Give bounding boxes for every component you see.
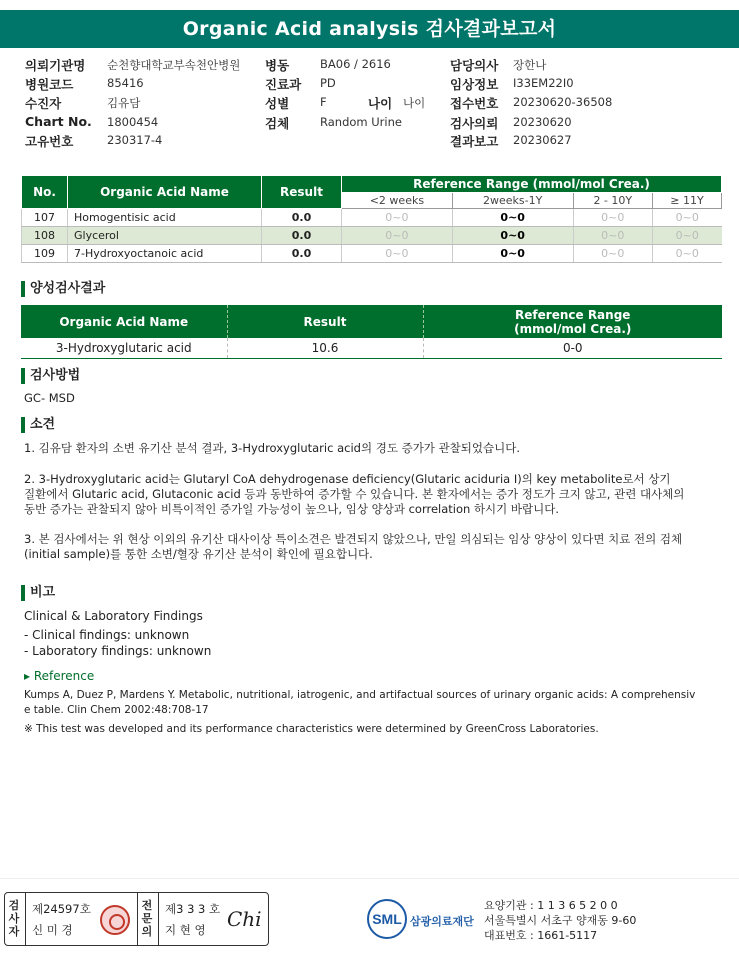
table-row xyxy=(21,338,722,358)
col-range-header: Reference Range (mmol/mol Crea.) xyxy=(342,176,722,193)
col-no-header: No. xyxy=(22,176,68,209)
row-result: 0.0 xyxy=(262,245,342,263)
info-label: 임상정보 xyxy=(450,77,499,92)
opinion-line: 1. 김유담 환자의 소변 유기산 분석 결과, 3-Hydroxyglutaric acid의 경도 증가가 관찰되었습니다. xyxy=(24,441,520,455)
info-value: 85416 xyxy=(107,76,144,90)
range-subheader: ≥ 11Y xyxy=(653,193,722,209)
tester-label-text: 검사자 xyxy=(8,899,20,938)
row-range: 0~0 xyxy=(342,245,453,263)
positive-result-header: Result xyxy=(227,305,423,338)
table-row xyxy=(22,245,722,263)
specialist-license: 제3 3 3 호 xyxy=(165,902,221,916)
info-value: 나이 xyxy=(403,96,426,110)
info-label: 성별 xyxy=(265,96,290,111)
reference-line: e table. Clin Chem 2002:48:708-17 xyxy=(24,704,209,716)
patient-info xyxy=(25,56,725,151)
info-value: 1800454 xyxy=(107,115,159,129)
info-value: PD xyxy=(320,76,336,90)
info-value: I33EM22I0 xyxy=(513,76,574,90)
info-value: 20230627 xyxy=(513,133,572,147)
info-label: 진료과 xyxy=(265,77,302,92)
row-range: 0~0 xyxy=(342,209,453,227)
row-range: 0~0 xyxy=(342,227,453,245)
row-range: 0~0 xyxy=(653,227,722,245)
logo-org: 삼광의료재단 xyxy=(410,915,474,928)
opinion-line: 3. 본 검사에서는 위 현상 이외의 유기산 대사이상 특이소견은 발견되지 않았으나, 만일 의심되는 임상 양상이 있다면 치료 전의 검체 xyxy=(24,532,683,546)
results-table xyxy=(21,175,722,263)
row-result: 0.0 xyxy=(262,209,342,227)
info-label: 접수번호 xyxy=(450,96,499,111)
info-value: 김유담 xyxy=(107,96,141,110)
info-value: F xyxy=(320,95,327,109)
info-value: 20230620 xyxy=(513,115,572,129)
method-section-title: 검사방법 xyxy=(21,367,80,385)
opinion-section-title: 소견 xyxy=(21,416,55,434)
reference-line: Kumps A, Duez P, Mardens Y. Metabolic, nutritional, iatrogenic, and artifactual sources of urinary organic acids: A comprehensiv xyxy=(24,689,696,701)
remarks-heading: Clinical & Laboratory Findings xyxy=(24,609,203,623)
info-value: 20230620-36508 xyxy=(513,95,613,109)
opinion-line: (initial sample)를 통한 소변/혈장 유기산 분석이 확인에 필요합니다. xyxy=(24,547,373,561)
report-title: Organic Acid analysis 검사결과보고서 xyxy=(0,10,739,48)
row-result: 0.0 xyxy=(262,227,342,245)
info-label: 수진자 xyxy=(25,96,62,111)
row-range: 0~0 xyxy=(452,227,573,245)
row-no: 108 xyxy=(22,227,68,245)
row-range: 0~0 xyxy=(653,245,722,263)
specialist-label xyxy=(141,899,155,938)
row-range: 0~0 xyxy=(452,245,573,263)
positive-table xyxy=(21,305,722,359)
opinion-line: 질환에서 Glutaric acid, Glutaconic acid 등과 동반하여 증가할 수 있습니다. 본 환자에서는 증가 정도가 크지 않고, 관련 대사체의 xyxy=(24,487,685,501)
info-label: 검체 xyxy=(265,116,290,131)
row-name: Glycerol xyxy=(68,227,262,245)
signature: Chi xyxy=(227,907,262,931)
info-label: 검사의뢰 xyxy=(450,116,499,131)
tester-name: 신 미 경 xyxy=(32,923,73,937)
positive-section-title: 양성검사결과 xyxy=(21,280,105,298)
col-name-header: Organic Acid Name xyxy=(68,176,262,209)
org-line: 대표번호 : 1661-5117 xyxy=(484,929,598,942)
org-info xyxy=(484,898,636,943)
remarks-line: - Clinical findings: unknown xyxy=(24,628,190,642)
specialist-name: 지 현 영 xyxy=(165,923,206,937)
positive-row-result: 10.6 xyxy=(227,338,423,358)
info-label: 의뢰기관명 xyxy=(25,58,86,73)
logo-text: SML xyxy=(372,911,402,927)
positive-row-range: 0-0 xyxy=(423,338,722,358)
row-range: 0~0 xyxy=(573,245,652,263)
table-row xyxy=(22,227,722,245)
opinion-line: 2. 3-Hydroxyglutaric acid는 Glutaryl CoA dehydrogenase deficiency(Glutaric aciduria I)의 key metabolite로서 상기 xyxy=(24,472,671,486)
remarks-line: - Laboratory findings: unknown xyxy=(24,644,212,658)
info-label: 결과보고 xyxy=(450,134,499,149)
row-range: 0~0 xyxy=(452,209,573,227)
positive-row-name: 3-Hydroxyglutaric acid xyxy=(21,338,227,358)
row-name: 7-Hydroxyoctanoic acid xyxy=(68,245,262,263)
method-text: GC- MSD xyxy=(24,391,75,405)
col-result-header: Result xyxy=(262,176,342,209)
info-value: 230317-4 xyxy=(107,133,163,147)
info-label: 병동 xyxy=(265,58,290,73)
row-range: 0~0 xyxy=(573,227,652,245)
opinion-line: 동반 증가는 관찰되지 않아 비특이적인 증가일 가능성이 높으나, 임상 양상과 correlation 하시기 바랍니다. xyxy=(24,502,560,516)
row-range: 0~0 xyxy=(653,209,722,227)
info-value: 순천향대학교부속천안병원 xyxy=(107,58,241,72)
info-label: 담당의사 xyxy=(450,58,499,73)
org-line: 서울특별시 서초구 양재동 9-60 xyxy=(484,914,637,927)
sml-logo xyxy=(366,898,478,940)
table-row xyxy=(22,209,722,227)
tester-label xyxy=(8,899,22,938)
positive-range-header-text: Reference Range (mmol/mol Crea.) xyxy=(514,307,632,336)
seal-stamp-icon xyxy=(100,905,130,935)
info-label: Chart No. xyxy=(25,114,92,129)
range-subheader: 2weeks-1Y xyxy=(452,193,573,209)
row-range: 0~0 xyxy=(573,209,652,227)
disclaimer: ※ This test was developed and its performance characteristics were determined by GreenCross Laboratories. xyxy=(24,723,599,735)
range-subheader: 2 - 10Y xyxy=(573,193,652,209)
org-line: 요양기관 : 1 1 3 6 5 2 0 0 xyxy=(484,899,618,912)
reference-label: ▸ Reference xyxy=(24,669,95,683)
info-value: 장한나 xyxy=(513,58,547,72)
positive-name-header: Organic Acid Name xyxy=(21,305,227,338)
row-no: 107 xyxy=(22,209,68,227)
tester-license: 제24597호 xyxy=(32,902,91,916)
positive-range-header xyxy=(423,305,722,338)
specialist-label-text: 전문의 xyxy=(141,899,153,938)
info-label: 나이 xyxy=(368,96,393,111)
info-value: Random Urine xyxy=(320,115,402,129)
range-subheader: <2 weeks xyxy=(342,193,453,209)
row-no: 109 xyxy=(22,245,68,263)
info-label: 고유번호 xyxy=(25,134,74,149)
row-name: Homogentisic acid xyxy=(68,209,262,227)
info-value: BA06 / 2616 xyxy=(320,57,391,71)
info-label: 병원코드 xyxy=(25,77,74,92)
signature-box xyxy=(4,892,269,946)
remarks-section-title: 비고 xyxy=(21,584,55,602)
